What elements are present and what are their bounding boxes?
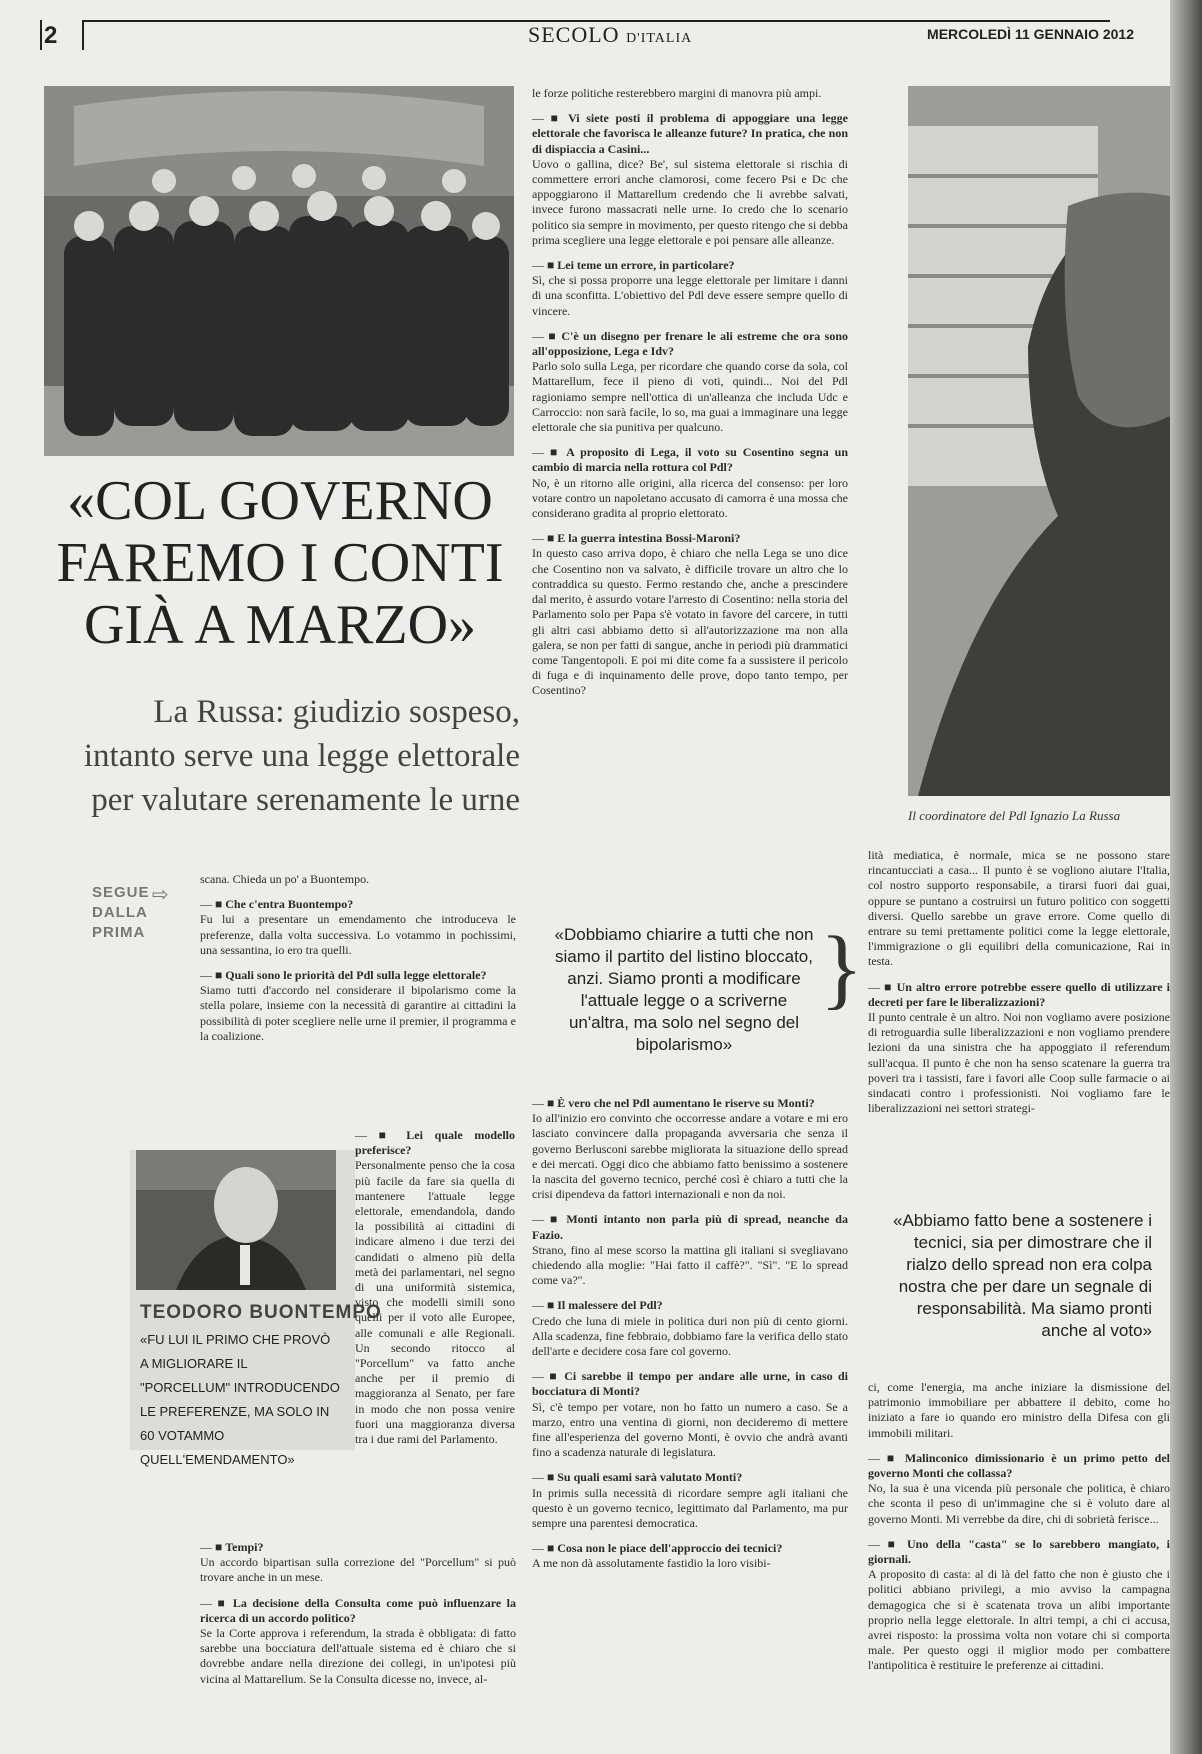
segue-line-3: PRIMA bbox=[92, 924, 146, 941]
question: — ■ Monti intanto non parla più di spread, neanche da Fazio. bbox=[532, 1212, 848, 1242]
question: — ■ Lei quale modello preferisce? bbox=[355, 1128, 515, 1158]
answer: In primis sulla necessità di ricordare sempre agli italiani che questo è un governo tecnico, legittimato dal Parlamento, ma pur sempre una parentesi democratica. bbox=[532, 1485, 848, 1531]
question: — ■ Un altro errore potrebbe essere quello di utilizzare i decreti per fare le liberalizzazioni? bbox=[868, 980, 1170, 1010]
question: — ■ Che c'entra Buontempo? bbox=[200, 897, 516, 912]
answer: ci, come l'energia, ma anche iniziare la dismissione del patrimonio immobiliare per abbattere il debito, come ho iniziato a fare io quando ero ministro della Difesa con gli immobili militari. bbox=[868, 1380, 1170, 1440]
page-number: 2 bbox=[44, 22, 58, 49]
question: — ■ Il malessere del Pdl? bbox=[532, 1298, 848, 1313]
answer: Il punto centrale è un altro. Noi non vogliamo avere posizione di retroguardia sulle liberalizzazioni e non vogliamo prendere lezioni da una sinistra che ha appoggiato il referendum sull'acqua. Il punto è che non ha senso scatenare la guerra tra poveri tra i tassisti, fare i favori alle Coop sulle farmacie o ai sindacati contro i professionisti. Noi vogliamo fare le liberalizzazioni nei settori strategi- bbox=[868, 1010, 1170, 1116]
answer: Se la Corte approva i referendum, la strada è obbligata: di fatto sarebbe una bocciatura dell'attuale sistema ed è chiaro che si dovrebbe andare nella direzione dei collegi, in un'ipotesi più vicina al Mattarellum. Se la Consulta dicesse no, invece, al- bbox=[200, 1626, 516, 1686]
pullquote-2 bbox=[880, 1210, 1152, 1342]
pullquote-1 bbox=[552, 919, 864, 1056]
question: — ■ Uno della "casta" se lo sarebbero mangiato, i giornali. bbox=[868, 1537, 1170, 1567]
answer: Sì, che si possa proporre una legge elettorale per limitare i danni di una sconfitta. L'obiettivo del Pdl deve essere sempre quello di vincere. bbox=[532, 273, 848, 318]
segue-line-1: SEGUE bbox=[92, 884, 150, 901]
headline-line-2: FAREMO I CONTI bbox=[56, 532, 504, 594]
question: — ■ E la guerra intestina Bossi-Maroni? bbox=[532, 531, 848, 546]
headline-line-1: «COL GOVERNO bbox=[67, 470, 493, 532]
question: — ■ A proposito di Lega, il voto su Cosentino segna un cambio di marcia nella rottura col Pdl? bbox=[532, 445, 848, 475]
answer: Strano, fino al mese scorso la mattina gli italiani si svegliavano chiedendo alla moglie: "Hai fatto il caffè?". "Sì". "E lo spread come va?". bbox=[532, 1242, 848, 1288]
group-photo bbox=[44, 86, 514, 456]
question: — ■ Su quali esami sarà valutato Monti? bbox=[532, 1470, 848, 1485]
answer: Siamo tutti d'accordo nel considerare il bipolarismo come la stella polare, insieme con la necessità di garantire ai cittadini la possibilità di poter scegliere nelle urne il premier, il programma e la coalizione. bbox=[200, 983, 516, 1043]
buontempo-quote: «FU LUI IL PRIMO CHE PROVÒ A MIGLIORARE IL "PORCELLUM" INTRODUCENDO LE PREFERENZE, MA SOLO IN 60 VOTAMMO QUELL'EMENDAMENTO» bbox=[140, 1332, 340, 1467]
article-column-middle-top bbox=[532, 86, 848, 706]
arrow-right-icon: ⇨ bbox=[152, 882, 169, 906]
segue-line-2: DALLA bbox=[92, 904, 148, 921]
issue-date: MERCOLEDÌ 11 GENNAIO 2012 bbox=[927, 26, 1134, 42]
question: — ■ La decisione della Consulta come può influenzare la ricerca di un accordo politico? bbox=[200, 1596, 516, 1626]
answer: lità mediatica, è normale, mica se ne possono stare rincantucciati a casa... Il punto è se vogliono aiutare l'Italia, col nostro supporto responsabile, a tirarsi fuori dai guai, oppure se puntano a costruirsi un futuro politico con soggetti diversi. Quello sarebbe un grave errore. Come quello di entrare su temi prettamente politici come la legge elettorale, l'immigrazione o gli equilibri della comunicazione, Rai in testa. bbox=[868, 848, 1170, 969]
answer: Personalmente penso che la cosa più facile da fare sia quella di mantenere l'attuale legge elettorale, emendandola, dando la possibilità ai cittadini di indicare almeno i due terzi dei candidati o almeno più della metà dei parlamentari, nel segno di una uniformità sistemica, visto che modelli simili sono quelli per il voto alle Europee, alle comunali e alle Regionali. Un secondo ritocco al "Porcellum" va fatto anche anche per il premio di maggioranza al Senato, per fare in modo che non possa venire fuori una maggioranza diversa tra i due rami del Parlamento. bbox=[355, 1158, 515, 1447]
paragraph: scana. Chieda un po' a Buontempo. bbox=[200, 872, 370, 886]
answer: No, la sua è una vicenda più personale che politica, è chiaro che sconta il peso di un'immagine che si è voluto dare al governo Monti. Mi verrebbe da dire, chi di sobrietà ferisce... bbox=[868, 1481, 1170, 1526]
answer: Un accordo bipartisan sulla correzione del "Porcellum" si può trovare anche in un mese. bbox=[200, 1555, 516, 1585]
page-binding-edge bbox=[1170, 0, 1202, 1754]
question: — ■ Vi siete posti il problema di appoggiare una legge elettorale che favorisca le alleanze future? In pratica, che non di dispiaccia a Casini... bbox=[532, 111, 848, 157]
subheadline-line-1: La Russa: giudizio sospeso, bbox=[153, 694, 520, 730]
question: — ■ Malinconico dimissionario è un primo petto del governo Monti che collassa? bbox=[868, 1451, 1170, 1481]
brace-icon: } bbox=[820, 919, 864, 1018]
buontempo-name: TEODORO BUONTEMPO bbox=[140, 1302, 382, 1323]
article-column-middle-bottom bbox=[532, 1096, 848, 1579]
answer: A me non dà assolutamente fastidio la loro visibi- bbox=[532, 1556, 771, 1571]
answer: Credo che luna di miele in politica duri non più di cento giorni. Alla scadenza, fine febbraio, dobbiamo fare la verifica dello stato dell'arte e decidere cosa fare col governo. bbox=[532, 1313, 848, 1359]
question: — ■ Ci sarebbe il tempo per andare alle urne, in caso di bocciatura di Monti? bbox=[532, 1369, 848, 1399]
article-column-left-bottom bbox=[200, 1540, 516, 1694]
headline-line-3: GIÀ A MARZO» bbox=[83, 594, 477, 656]
answer: In questo caso arriva dopo, è chiaro che nella Lega se uno dice che Cosentino non va salvato, è difficile trovare un altro che lo contraddica su questo. Fermo restando che, anche a prescindere dal merito, è assurdo votare l'arresto di Cosentino: nella storia del Parlamento solo per Papa s'è votato in favore del carcere, in tutti gli altri casi abbiamo detto sì all'autorizzazione ma non alla galera, se non per fatti di sangue, anche in periodi più drammatici come Tangentopoli. E poi mi dite come fa a sussistere il pericolo di fuga e di inquinamento delle prove, dopo tanto tempo, per Cosentino? bbox=[532, 546, 848, 698]
article-column-left-narrow bbox=[355, 1128, 515, 1454]
article-column-left-top bbox=[200, 872, 516, 1051]
answer: A proposito di casta: al di là del fatto che non è giusto che i politici abbiano privilegi, a mio avviso la campagna demagogica che si è scatenata trova un alibi importante proprio nella legge elettorale. In altri tempi, a chi ci accusa, avrei risposto: la prossima volta non votare chi si comporta male. Per questo oggi il miglior modo per combattere l'antipolitica è restituire le preferenze ai cittadini. bbox=[868, 1567, 1170, 1673]
masthead-name: SECOLO bbox=[528, 22, 620, 47]
subheadline-line-2: intanto serve una legge elettorale bbox=[83, 738, 520, 774]
question: — ■ Tempi? bbox=[200, 1540, 516, 1555]
answer: Uovo o gallina, dice? Be', sul sistema elettorale si rischia di commettere errori anche clamorosi, come fecero Psi e Dc che appoggiarono il Mattarellum credendo che li avrebbe salvati, invece furono massacrati nelle urne. Io credo che lo scenario politico sia sempre in movimento, per questo ritengo che si debba prima scegliere una legge elettorale e poi pensare alle alleanze. bbox=[532, 156, 848, 247]
pullquote-2-text: «Abbiamo fatto bene a sostenere i tecnici, sia per dimostrare che il rialzo dello spread non era colpa nostra che per dare un segnale di responsabilità. Ma siamo pronti anche al voto» bbox=[893, 1211, 1152, 1340]
masthead-title bbox=[528, 22, 692, 48]
pullquote-1-text: «Dobbiamo chiarire a tutti che non siamo il partito del listino bloccato, anzi. Siamo pronti a modificare l'attuale legge o a scriverne un'altra, ma solo nel segno del bipolarismo» bbox=[554, 925, 814, 1054]
question: — ■ C'è un disegno per frenare le ali estreme che ora sono all'opposizione, Lega e Idv? bbox=[532, 329, 848, 359]
answer: Fu lui a presentare un emendamento che introduceva le preferenze, dalla volta successiva. Lo votammo in pochissimi, una sessantina, io ero tra quelli. bbox=[200, 912, 516, 957]
masthead-name-small: D'ITALIA bbox=[626, 31, 693, 46]
answer: Io all'inizio ero convinto che occorresse andare a votare e mi ero lasciato convincere dalla propaganda avversaria che senza il governo Berlusconi sarebbe migliorata la situazione dello spread e dei mercati. Oggi dico che abbiamo fatto benissimo a sostenere la nascita del governo tecnico, perché così è chiaro a tutti che la crisi dipendeva da fattori internazionali e non da noi. bbox=[532, 1111, 848, 1202]
buontempo-photo bbox=[136, 1150, 336, 1290]
paragraph: le forze politiche resterebbero margini di manovra più ampi. bbox=[532, 86, 822, 100]
segue-dalla-prima bbox=[92, 883, 152, 943]
question: — ■ Cosa non le piace dell'approccio dei tecnici? bbox=[532, 1541, 848, 1556]
article-column-right-top bbox=[868, 848, 1170, 1123]
question: — ■ Lei teme un errore, in particolare? bbox=[532, 258, 848, 273]
question: — ■ Quali sono le priorità del Pdl sulla legge elettorale? bbox=[200, 968, 516, 983]
answer: Sì, c'è tempo per votare, non ho fatto un numero a caso. Se a marzo, entro una ventina di giorni, non decideremo di mettere fine all'esperienza del governo Monti, è ovvio che andrà avanti fino a scadenza naturale di legislatura. bbox=[532, 1399, 848, 1460]
subheadline-line-3: per valutare serenamente le urne bbox=[91, 782, 520, 818]
la-russa-photo bbox=[908, 86, 1170, 796]
answer: Parlo solo sulla Lega, per ricordare che quando corse da sola, col Mattarellum, fece il pieno di voti, quindi... Noi del Pdl ragioniamo sempre nell'ottica di un'alleanza che includa Udc e Carroccio: non sarà facile, lo so, ma guai a immaginare una legge elettorale che sia punitiva per qualcuno. bbox=[532, 359, 848, 435]
subheadline bbox=[50, 690, 520, 822]
article-column-right-bottom bbox=[868, 1380, 1170, 1681]
answer: No, è un ritorno alle origini, alla ricerca del consenso: per loro votare contro un napoletano accusato di camorra è una mossa che considerano gradita al proprio elettorato. bbox=[532, 475, 848, 521]
question: — ■ È vero che nel Pdl aumentano le riserve su Monti? bbox=[532, 1096, 848, 1111]
photo-caption: Il coordinatore del Pdl Ignazio La Russa bbox=[908, 808, 1121, 823]
headline bbox=[30, 470, 530, 656]
